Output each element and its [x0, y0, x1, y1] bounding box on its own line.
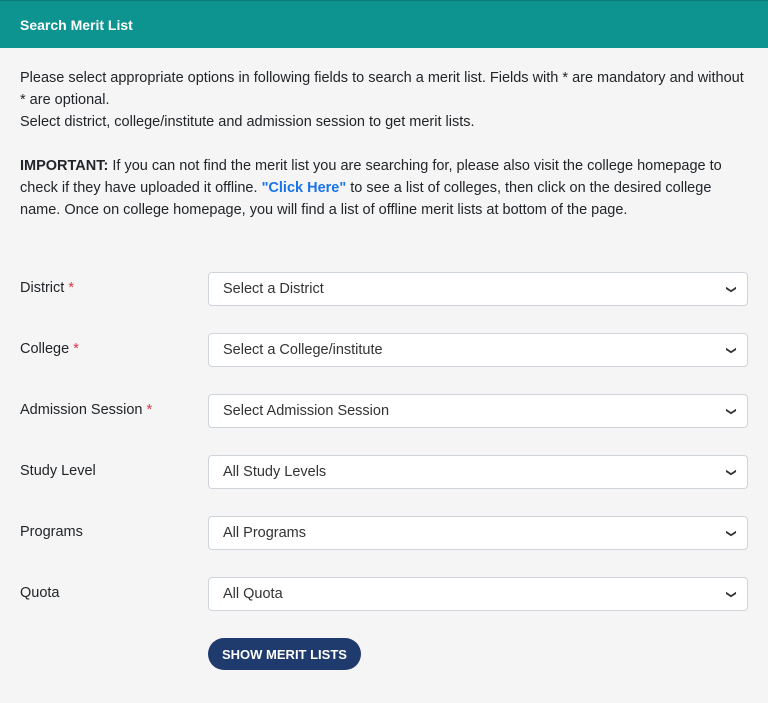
programs-select[interactable] — [208, 516, 748, 550]
college-select-value: Select a College/institute — [223, 342, 383, 358]
chevron-down-icon: ❯ — [725, 284, 737, 294]
chevron-down-icon: ❯ — [725, 345, 737, 355]
instructions-line-2: Select district, college/institute and admission session to get merit lists. — [20, 114, 475, 130]
college-label: College * — [20, 341, 79, 357]
instructions-line-1: Please select appropriate options in following fields to search a merit list. Fields with * are mandatory and without * are optional. — [20, 70, 744, 108]
district-select[interactable] — [208, 272, 748, 306]
programs-label: Programs — [20, 524, 83, 540]
chevron-down-icon: ❯ — [725, 589, 737, 599]
study-level-select[interactable] — [208, 455, 748, 489]
chevron-down-icon: ❯ — [725, 528, 737, 538]
admission-session-select-value: Select Admission Session — [223, 403, 390, 419]
show-merit-lists-button[interactable]: SHOW MERIT LISTS — [208, 638, 361, 670]
submit-row — [20, 638, 748, 670]
important-notice — [20, 155, 748, 221]
chevron-down-icon: ❯ — [725, 467, 737, 477]
chevron-down-icon: ❯ — [725, 406, 737, 416]
district-select-value: Select a District — [223, 281, 324, 297]
search-form — [20, 277, 748, 670]
required-marker: * — [146, 402, 153, 418]
study-level-label: Study Level — [20, 463, 96, 479]
admission-session-label: Admission Session * — [20, 402, 153, 418]
instructions — [20, 67, 748, 133]
click-here-link[interactable]: "Click Here" — [261, 180, 347, 196]
quota-label: Quota — [20, 585, 60, 601]
admission-session-row — [20, 399, 748, 460]
important-text-before: If you can not find the merit list you are searching for, please also visit the college homepage to check if they have uploaded it offline. — [20, 158, 722, 196]
programs-select-value: All Programs — [223, 525, 306, 541]
panel-header — [0, 0, 768, 48]
college-row — [20, 338, 748, 399]
study-level-row — [20, 460, 748, 521]
district-label: District * — [20, 280, 74, 296]
important-text-after: to see a list of colleges, then click on the desired college name. Once on college homepage, you will find a list of offline merit lists at bottom of the page. — [20, 180, 712, 218]
panel-title: Search Merit List — [20, 16, 133, 33]
panel-body — [0, 67, 768, 670]
study-level-select-value: All Study Levels — [223, 464, 327, 480]
admission-session-select[interactable] — [208, 394, 748, 428]
required-marker: * — [68, 280, 74, 296]
college-select[interactable] — [208, 333, 748, 367]
district-row — [20, 277, 748, 338]
quota-select[interactable] — [208, 577, 748, 611]
important-label: IMPORTANT: — [20, 158, 109, 174]
quota-select-value: All Quota — [223, 586, 283, 602]
quota-row — [20, 582, 748, 643]
programs-row — [20, 521, 748, 582]
required-marker: * — [73, 341, 79, 357]
